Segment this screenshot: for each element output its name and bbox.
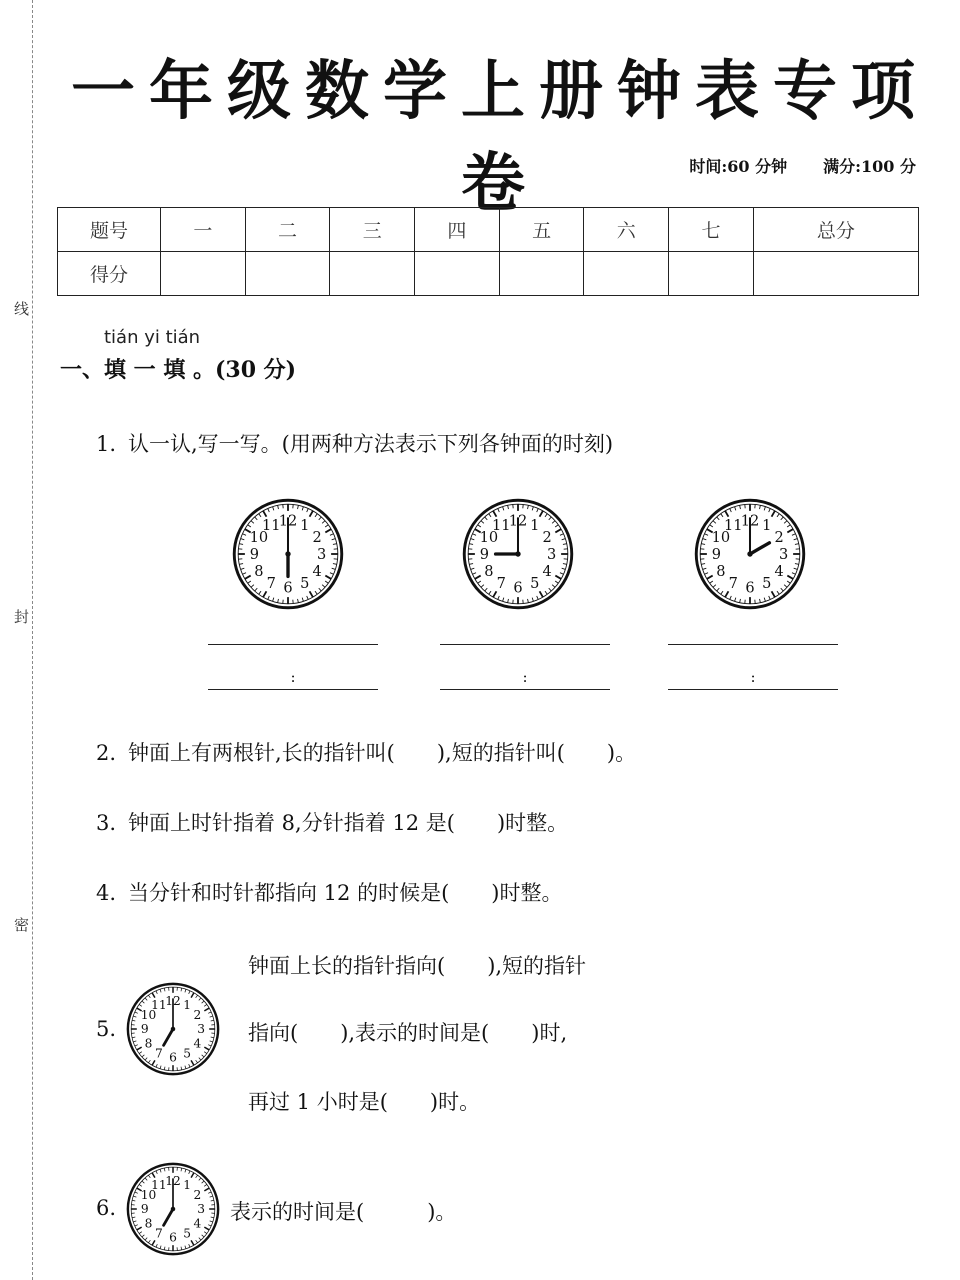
question-number: 4. xyxy=(96,881,117,905)
score-cell[interactable] xyxy=(499,252,584,296)
clock-face-2 xyxy=(462,498,574,610)
clock-numeral: 1 xyxy=(300,516,310,534)
question-number: 3. xyxy=(96,811,117,835)
clock-numeral: 8 xyxy=(144,1216,153,1231)
clock-numeral: 6 xyxy=(513,579,523,597)
header-cell-4: 四 xyxy=(415,208,500,252)
clock-numeral: 6 xyxy=(169,1050,177,1065)
score-cell[interactable] xyxy=(584,252,669,296)
clock-svg xyxy=(694,498,806,610)
score-row-label: 得分 xyxy=(58,252,161,296)
clock-numeral: 7 xyxy=(155,1046,163,1061)
clock-face-3 xyxy=(694,498,806,610)
answer-line[interactable] xyxy=(440,644,610,645)
clock-face-4 xyxy=(126,982,220,1076)
clock-numeral: 11 xyxy=(151,1177,167,1192)
clock-numeral: 5 xyxy=(530,575,540,593)
clock-numeral: 5 xyxy=(183,1226,191,1241)
question-5-line-2: 指向( ),表示的时间是( )时, xyxy=(248,1021,568,1045)
clock-numeral: 3 xyxy=(316,546,327,564)
clock-numeral: 11 xyxy=(491,516,511,534)
question-number: 1. xyxy=(96,432,117,456)
header-cell-7: 七 xyxy=(669,208,754,252)
clock-numeral: 12 xyxy=(508,512,528,530)
clock-numeral: 1 xyxy=(762,516,772,534)
clock-numeral: 3 xyxy=(546,546,557,564)
clock-numeral: 6 xyxy=(745,579,755,597)
answer-line[interactable] xyxy=(668,644,838,645)
clock-numeral: 4 xyxy=(774,562,784,580)
clock-numeral: 10 xyxy=(140,1008,157,1023)
answer-line-digital[interactable] xyxy=(440,689,610,690)
question-text: 钟面上时针指着 8,分针指着 12 是( )时整。 xyxy=(128,811,569,835)
section-pinyin: tián yi tián xyxy=(104,327,201,348)
section-title: 一、填 一 填 。(30 分) xyxy=(60,357,297,383)
clock-numeral: 9 xyxy=(711,546,722,564)
question-6-text: 表示的时间是( )。 xyxy=(230,1200,457,1224)
colon-separator: : xyxy=(522,668,528,686)
score-cell[interactable] xyxy=(415,252,500,296)
clock-numeral: 12 xyxy=(740,512,760,530)
question-text: 钟面上有两根针,长的指针叫( ),短的指针叫( )。 xyxy=(128,741,637,765)
header-cell-1: 一 xyxy=(161,208,246,252)
clock-svg xyxy=(232,498,344,610)
clock-numeral: 1 xyxy=(183,997,191,1012)
score-table-score-row xyxy=(58,252,919,296)
clock-numeral: 8 xyxy=(144,1036,153,1051)
binding-label-mi: 密 xyxy=(14,912,29,937)
clock-numeral: 11 xyxy=(723,516,743,534)
score-table-header-row xyxy=(58,208,919,252)
clock-face-5 xyxy=(126,1162,220,1256)
clock-numeral: 3 xyxy=(197,1202,206,1217)
clock-numeral: 10 xyxy=(711,529,731,547)
clock-numeral: 1 xyxy=(530,516,540,534)
clock-numeral: 9 xyxy=(249,546,260,564)
question-text: 认一认,写一写。(用两种方法表示下列各钟面的时刻) xyxy=(128,432,614,456)
clock-numeral: 7 xyxy=(496,575,506,593)
full-score: 满分:100 分 xyxy=(823,157,916,176)
header-cell-5: 五 xyxy=(499,208,584,252)
clock-numeral: 11 xyxy=(151,997,167,1012)
clock-numeral: 1 xyxy=(183,1177,191,1192)
clock-numeral: 12 xyxy=(165,1174,181,1189)
clock-center-pin xyxy=(515,551,520,556)
clock-numeral: 10 xyxy=(249,529,269,547)
score-cell[interactable] xyxy=(161,252,246,296)
exam-meta xyxy=(689,154,916,177)
clock-numeral: 2 xyxy=(193,1008,202,1023)
clock-numeral: 2 xyxy=(774,529,784,547)
clock-numeral: 8 xyxy=(484,562,494,580)
clock-numeral: 9 xyxy=(479,546,490,564)
clock-numeral: 4 xyxy=(193,1036,202,1051)
clock-face-1 xyxy=(232,498,344,610)
question-6-number: 6. xyxy=(96,1196,117,1220)
clock-numeral: 9 xyxy=(140,1022,149,1037)
clock-center-pin xyxy=(285,551,290,556)
clock-numeral: 7 xyxy=(155,1226,163,1241)
clock-numeral: 11 xyxy=(261,516,281,534)
clock-svg xyxy=(462,498,574,610)
clock-numeral: 7 xyxy=(266,575,276,593)
answer-line-digital[interactable] xyxy=(208,689,378,690)
question-2 xyxy=(96,737,636,767)
score-cell[interactable] xyxy=(669,252,754,296)
question-number: 2. xyxy=(96,741,117,765)
clock-numeral: 5 xyxy=(300,575,310,593)
clock-numeral: 4 xyxy=(193,1216,202,1231)
clock-numeral: 10 xyxy=(140,1188,157,1203)
header-cell-number: 题号 xyxy=(58,208,161,252)
binding-label-xian: 线 xyxy=(14,296,29,321)
clock-numeral: 5 xyxy=(762,575,772,593)
clock-svg xyxy=(126,982,220,1076)
question-5-line-3: 再过 1 小时是( )时。 xyxy=(248,1090,481,1114)
score-cell[interactable] xyxy=(753,252,918,296)
colon-separator: : xyxy=(290,668,296,686)
clock-numeral: 12 xyxy=(165,994,181,1009)
score-cell[interactable] xyxy=(330,252,415,296)
header-cell-total: 总分 xyxy=(753,208,918,252)
score-table xyxy=(57,207,919,296)
binding-label-feng: 封 xyxy=(14,604,29,629)
answer-line-digital[interactable] xyxy=(668,689,838,690)
header-cell-3: 三 xyxy=(330,208,415,252)
clock-numeral: 12 xyxy=(278,512,298,530)
clock-center-pin xyxy=(171,1027,176,1032)
clock-numeral: 3 xyxy=(197,1022,206,1037)
question-3 xyxy=(96,807,568,837)
colon-separator: : xyxy=(750,668,756,686)
clock-numeral: 6 xyxy=(169,1230,177,1245)
clock-center-pin xyxy=(171,1207,176,1212)
score-cell[interactable] xyxy=(245,252,330,296)
question-4 xyxy=(96,877,562,907)
clock-svg xyxy=(126,1162,220,1256)
clock-numeral: 6 xyxy=(283,579,293,597)
question-5-number: 5. xyxy=(96,1017,117,1041)
question-1 xyxy=(96,428,613,458)
clock-center-pin xyxy=(747,551,752,556)
clock-numeral: 10 xyxy=(479,529,499,547)
time-limit: 时间:60 分钟 xyxy=(689,157,788,176)
answer-line[interactable] xyxy=(208,644,378,645)
clock-numeral: 9 xyxy=(140,1202,149,1217)
page-title: 一年级数学上册钟表专项卷 xyxy=(71,55,929,221)
binding-dashed-line xyxy=(32,0,33,1280)
header-cell-2: 二 xyxy=(245,208,330,252)
clock-numeral: 2 xyxy=(312,529,322,547)
clock-numeral: 4 xyxy=(542,562,552,580)
clock-numeral: 3 xyxy=(778,546,789,564)
clock-numeral: 2 xyxy=(542,529,552,547)
clock-numeral: 8 xyxy=(716,562,726,580)
question-text: 当分针和时针都指向 12 的时候是( )时整。 xyxy=(128,881,563,905)
question-5-line-1: 钟面上长的指针指向( ),短的指针 xyxy=(248,954,587,978)
clock-numeral: 8 xyxy=(254,562,264,580)
clock-numeral: 5 xyxy=(183,1046,191,1061)
clock-numeral: 2 xyxy=(193,1188,202,1203)
header-cell-6: 六 xyxy=(584,208,669,252)
clock-numeral: 4 xyxy=(312,562,322,580)
clock-numeral: 7 xyxy=(728,575,738,593)
